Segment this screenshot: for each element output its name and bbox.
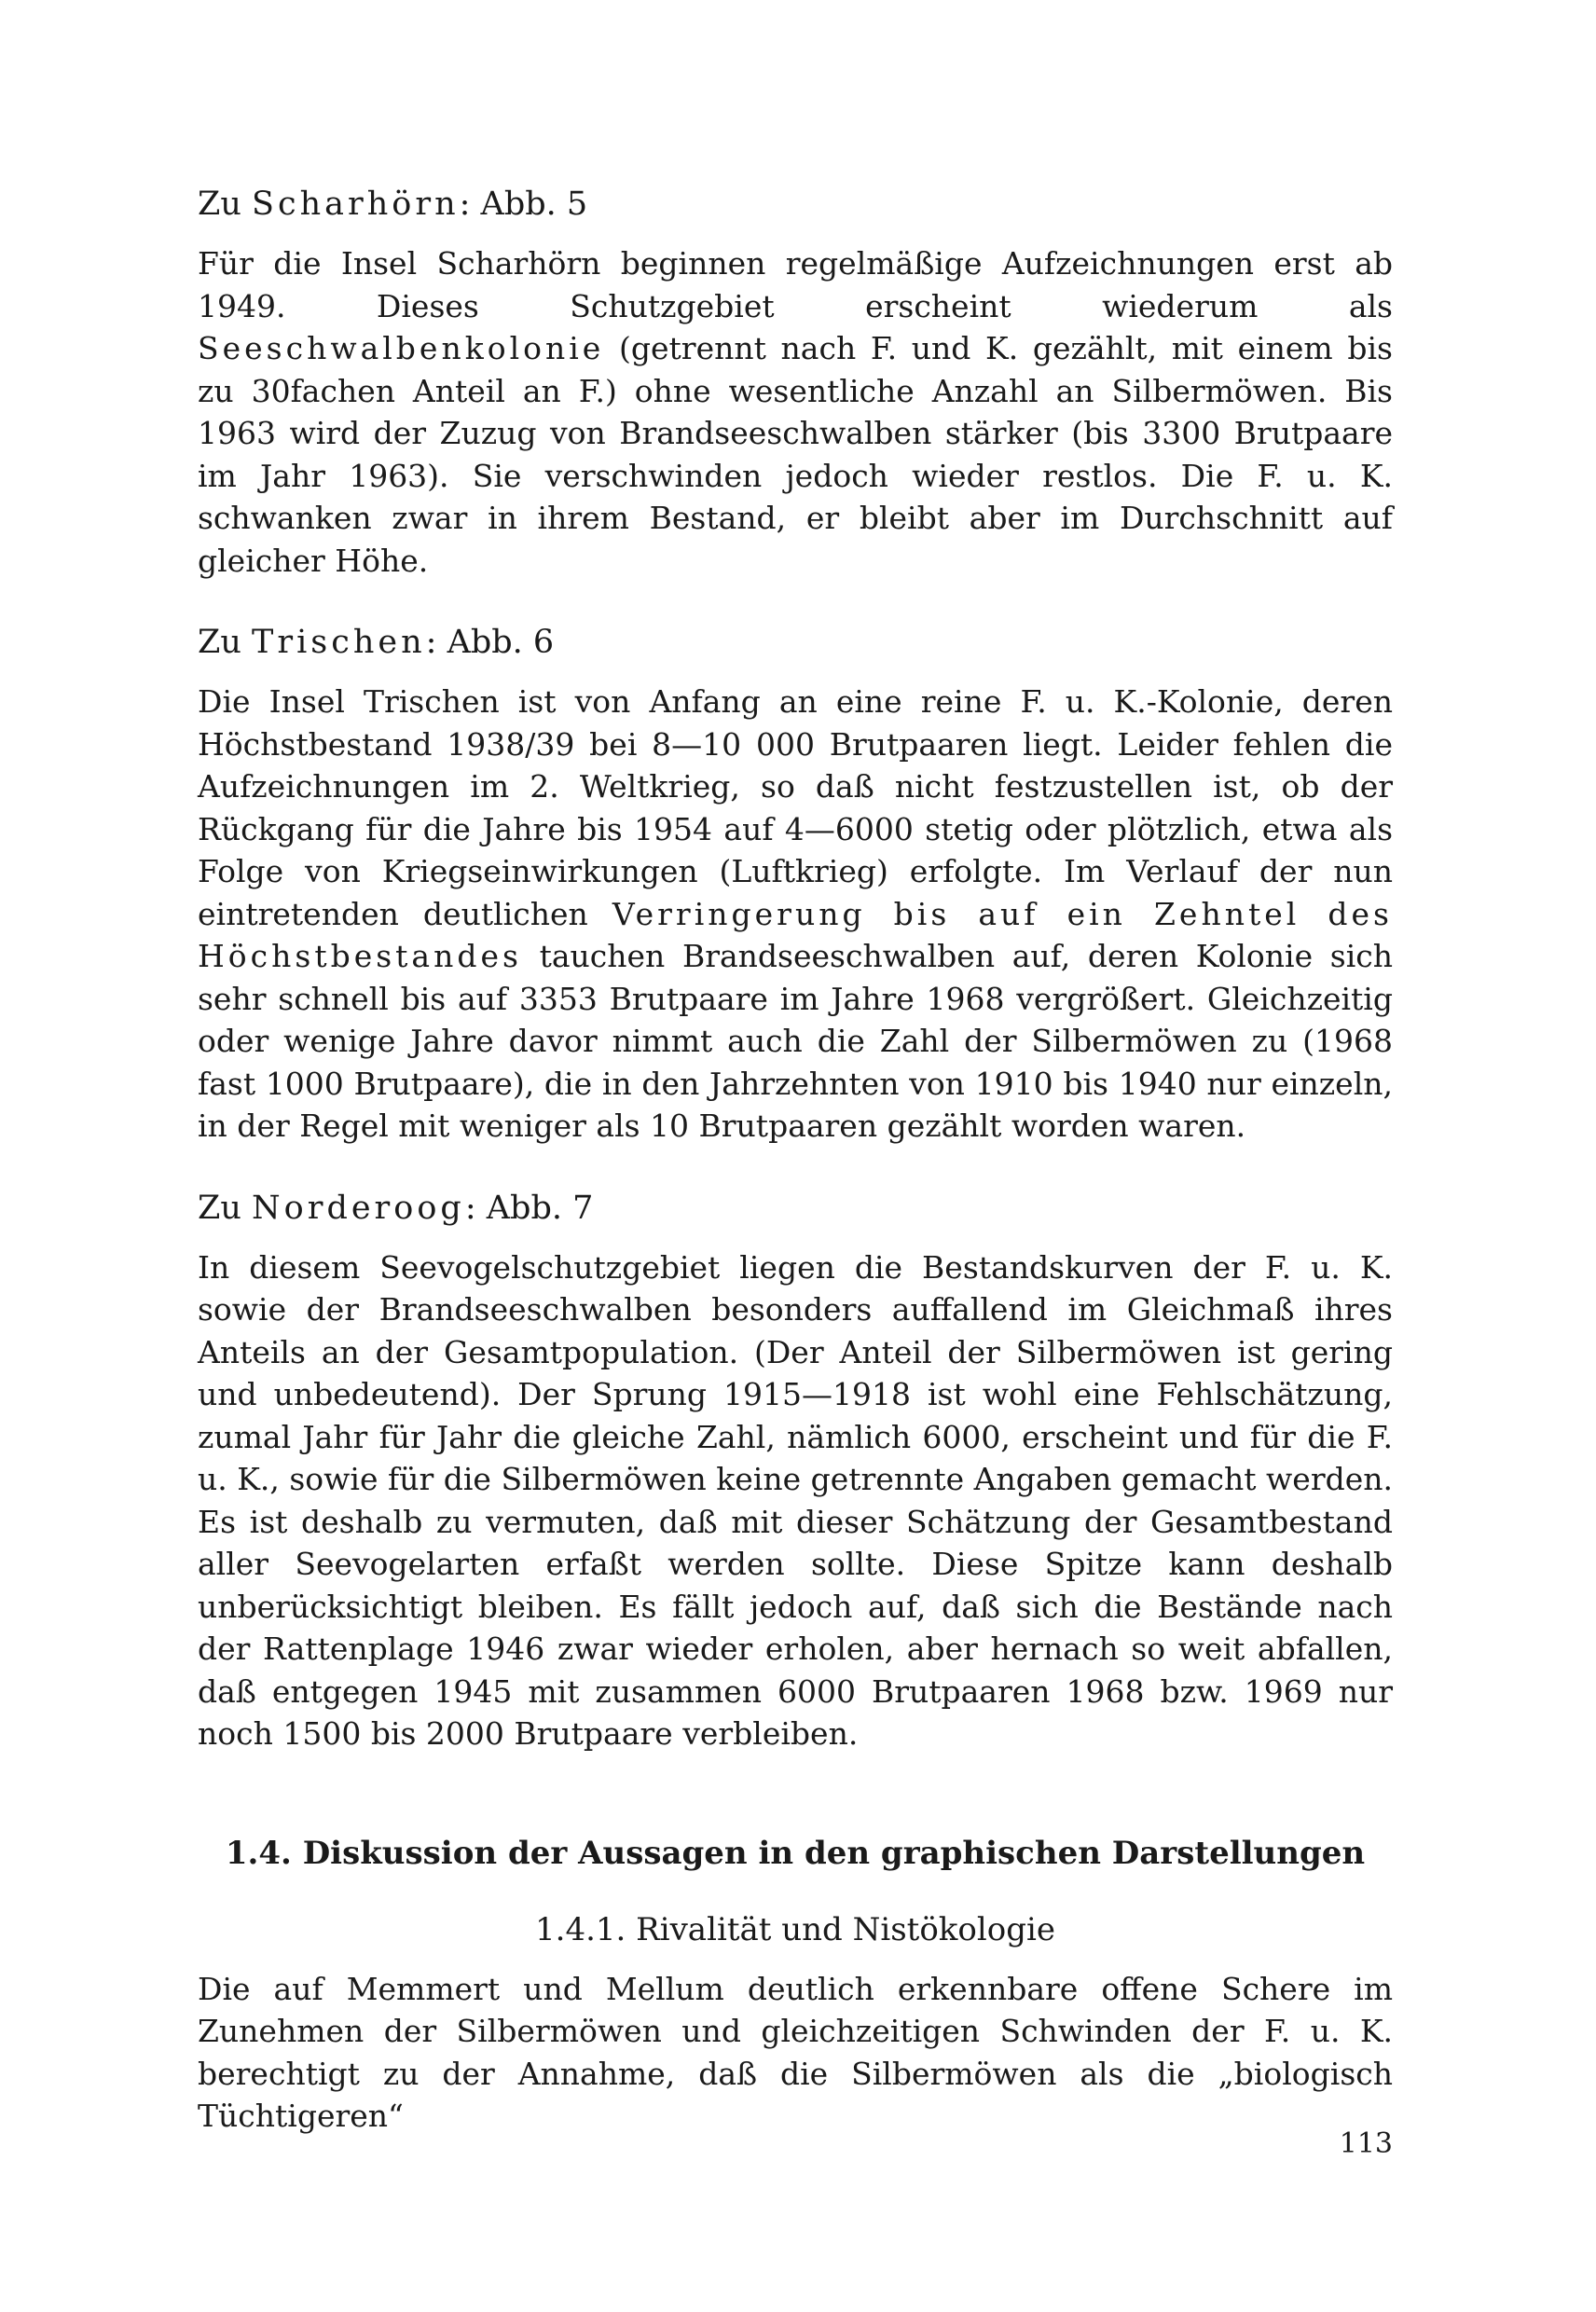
paragraph-text: tauchen Brandseeschwalben auf, deren Kolonie sich sehr schnell bis auf 3353 Brutpaare im Jahre 1968 vergrößert. Gleichzeitig oder wenige Jahre davor nimmt auch die Zahl der Silbermöwen zu (1968 fast 1000 Brutpaare), die in den Jahrzehnten von 1910 bis 1940 nur einzeln, in der Regel mit weniger als 10 Brutpaaren gezählt worden waren. [198, 938, 1393, 1144]
paragraph-norderoog [198, 1246, 1393, 1755]
heading-figure-ref: Abb. 7 [486, 1189, 594, 1227]
paragraph-spaced-text: Verringerung bis auf ein Zehntel des Höchstbestandes [198, 895, 1393, 974]
heading-name: Trischen [252, 624, 426, 661]
paragraph-text: In diesem Seevogelschutzgebiet liegen die Bestandskurven der F. u. K. sowie der Brandseeschwalben besonders auffallend im Gleichmaß ihres Anteils an der Gesamtpopulation. (Der Anteil der Silbermöwen ist gering und unbedeutend). Der Sprung 1915—1918 ist wohl eine Fehlschätzung, zumal Jahr für Jahr die gleiche Zahl, nämlich 6000, erscheint und für die F. u. K., sowie für die Silbermöwen keine getrennte Angaben gemacht werden. Es ist deshalb zu vermuten, daß mit dieser Schätzung der Gesamtbestand aller Seevogelarten erfaßt werden sollte. Diese Spitze kann deshalb unberücksichtigt bleiben. Es fällt jedoch auf, daß sich die Bestände nach der Rattenplage 1946 zwar wieder erholen, aber hernach so weit abfallen, daß entgegen 1945 mit zusammen 6000 Brutpaaren 1968 bzw. 1969 nur noch 1500 bis 2000 Brutpaare verbleiben. [198, 1248, 1393, 1752]
heading-prefix: Zu [198, 624, 241, 661]
subsection-title: 1.4.1. Rivalität und Nistökologie [535, 1910, 1055, 1948]
paragraph-scharhoern [198, 242, 1393, 582]
document-page [198, 183, 1393, 2138]
paragraph-text: Für die Insel Scharhörn beginnen regelmäßige Aufzeichnungen erst ab 1949. Dieses Schutzgebiet erscheint wiederum als [198, 245, 1393, 324]
paragraph-discussion: Die auf Memmert und Mellum deutlich erkennbare offene Schere im Zunehmen der Silbermöwen und gleichzeitigen Schwinden der F. u. K. berechtigt zu der Annahme, daß die Silbermöwen als die „biologisch Tüchtigeren“ [198, 1970, 1393, 2134]
paragraph-text: (getrennt nach F. und K. gezählt, mit einem bis zu 30fachen Anteil an F.) ohne wesentliche Anzahl an Silbermöwen. Bis 1963 wird der Zuzug von Brandseeschwalben stärker (bis 3300 Brutpaare im Jahr 1963). Sie verschwinden jedoch wieder restlos. Die F. u. K. schwanken zwar in ihrem Bestand, er bleibt aber im Durchschnitt auf gleicher Höhe. [198, 330, 1393, 579]
heading-name: Scharhörn [252, 186, 460, 223]
heading-name: Norderoog [252, 1189, 465, 1227]
chapter-title: 1.4. Diskussion der Aussagen in den graphischen Darstellungen [225, 1834, 1366, 1872]
heading-prefix: Zu [198, 1189, 241, 1227]
section-heading-scharhoern: Zu Scharhörn: Abb. 5 [198, 186, 588, 223]
paragraph-text: Die Insel Trischen ist von Anfang an eine reine F. u. K.-Kolonie, deren Höchstbestand 1938/39 bei 8—10 000 Brutpaaren liegt. Leider fehlen die Aufzeichnungen im 2. Weltkrieg, so daß nicht festzustellen ist, ob der Rückgang für die Jahre bis 1954 auf 4—6000 stetig oder plötzlich, etwa als Folge von Kriegseinwirkungen (Luftkrieg) erfolgte. Im Verlauf der nun eintretenden deutlichen [198, 683, 1393, 932]
paragraph-spaced-text: Seeschwalbenkolonie [198, 330, 605, 366]
section-heading-norderoog: Zu Norderoog: Abb. 7 [198, 1189, 594, 1227]
heading-prefix: Zu [198, 186, 241, 223]
page-number: 113 [1339, 2127, 1393, 2160]
heading-figure-ref: Abb. 6 [447, 624, 555, 661]
section-heading-trischen: Zu Trischen: Abb. 6 [198, 624, 555, 661]
heading-figure-ref: Abb. 5 [480, 186, 588, 223]
paragraph-trischen [198, 681, 1393, 1148]
